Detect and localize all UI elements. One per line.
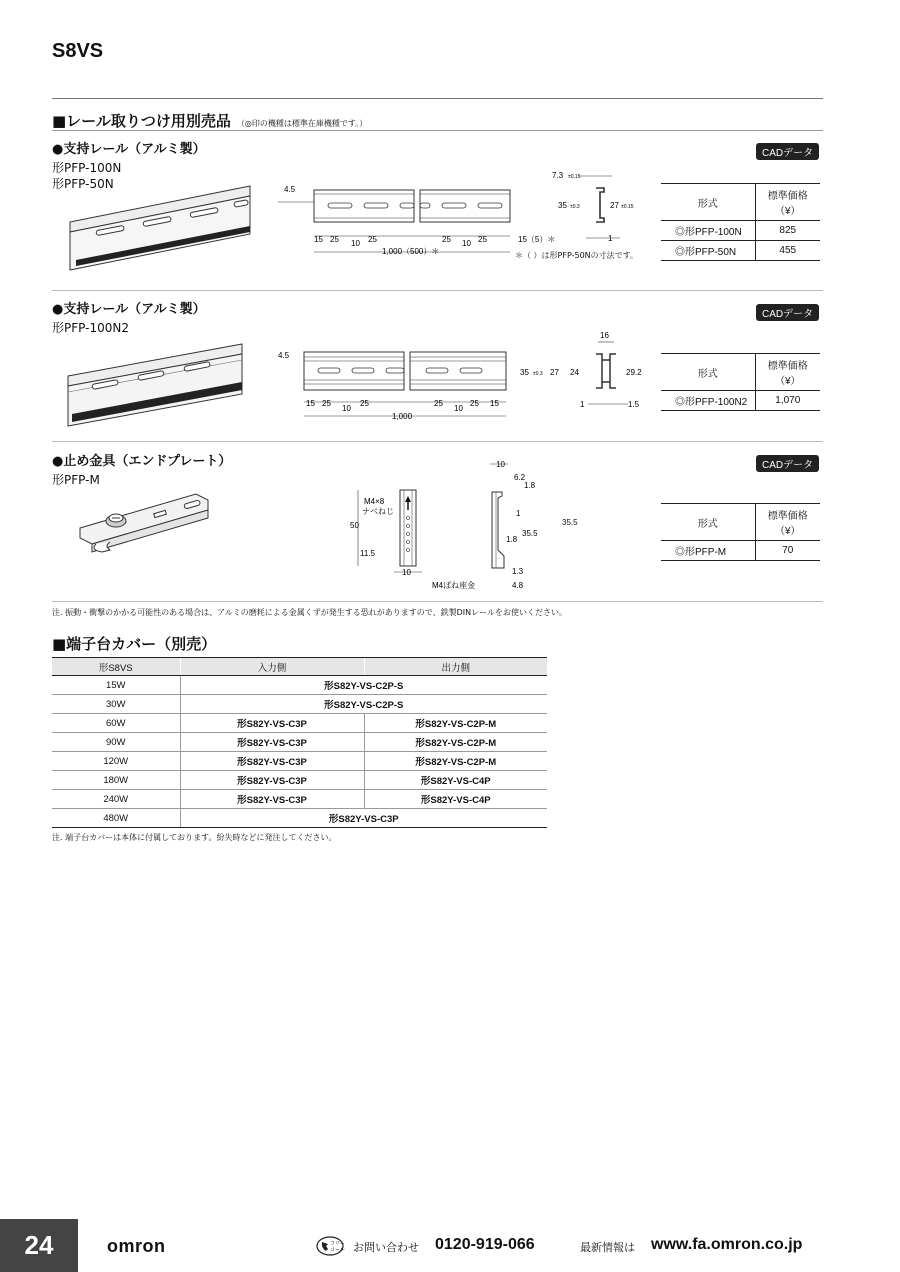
table-row: ◎形PFP-100N2 1,070 xyxy=(661,391,820,411)
svg-text:16: 16 xyxy=(600,331,609,340)
table-row: 30W 形S82Y-VS-C2P-S xyxy=(52,695,547,714)
svg-text:10: 10 xyxy=(454,404,463,413)
svg-text:1.8: 1.8 xyxy=(524,481,536,490)
end-plate-dimension-drawing xyxy=(346,456,536,596)
svg-text:1: 1 xyxy=(580,400,585,409)
item2-model-1: 形PFP-100N2 xyxy=(52,321,129,335)
omron-logo: omron xyxy=(107,1236,166,1256)
rail-dimension-drawing xyxy=(278,180,556,262)
table-row: 15W 形S82Y-VS-C2P-S xyxy=(52,676,547,695)
table-row: 240W 形S82Y-VS-C3P 形S82Y-VS-C4P xyxy=(52,790,547,809)
table-row: ◎形PFP-50N 455 xyxy=(661,241,820,261)
svg-text:10: 10 xyxy=(402,568,411,577)
svg-text:15: 15 xyxy=(314,235,323,244)
svg-text:6.2: 6.2 xyxy=(514,473,526,482)
phone-number[interactable]: 0120-919-066 xyxy=(435,1236,535,1253)
svg-text:25: 25 xyxy=(360,399,369,408)
cover-note: 注. 端子台カバーは本体に付属しております。紛失時などに発注してください。 xyxy=(52,833,337,842)
dim-35-5-outer: 35.5 xyxy=(562,518,578,527)
item2-price-table: 形式 標準価格（¥） ◎形PFP-100N2 1,070 xyxy=(661,353,820,411)
contact-label: お問い合わせ xyxy=(353,1241,419,1254)
svg-text:ナベねじ: ナベねじ xyxy=(362,507,394,516)
svg-text:±0.3: ±0.3 xyxy=(533,371,543,377)
svg-text:10: 10 xyxy=(462,239,471,248)
item1-title: ●支持レール（アルミ製） xyxy=(52,142,206,157)
svg-text:1.8: 1.8 xyxy=(506,535,518,544)
item2-title: ●支持レール（アルミ製） xyxy=(52,302,206,317)
svg-text:4.8: 4.8 xyxy=(512,581,524,590)
dim-4-5: 4.5 xyxy=(284,185,296,194)
svg-text:27: 27 xyxy=(610,201,619,210)
rail-section-title: ■レール取りつけ用別売品 （◎印の機種は標準在庫機種です。） xyxy=(52,112,368,130)
svg-text:25: 25 xyxy=(478,235,487,244)
item1-price-table: 形式 標準価格（¥） ◎形PFP-100N 825 ◎形PFP-50N 455 xyxy=(661,183,820,261)
svg-text:25: 25 xyxy=(434,399,443,408)
svg-text:50: 50 xyxy=(350,521,359,530)
svg-text:1: 1 xyxy=(608,234,613,243)
cad-data-button[interactable]: CADデータ xyxy=(756,304,819,321)
table-row: ◎形PFP-100N 825 xyxy=(661,221,820,241)
rail-profile-drawing xyxy=(518,328,653,413)
svg-text:±0.3: ±0.3 xyxy=(570,204,580,210)
svg-text:15（5）＊: 15（5）＊ xyxy=(518,235,556,244)
svg-text:1: 1 xyxy=(516,509,521,518)
svg-text:35: 35 xyxy=(558,201,567,210)
svg-text:35.5: 35.5 xyxy=(522,529,538,538)
model-code: S8VS xyxy=(52,40,104,62)
svg-text:10: 10 xyxy=(496,460,505,469)
svg-text:35: 35 xyxy=(520,368,529,377)
svg-text:24: 24 xyxy=(570,368,579,377)
svg-text:フリー: フリー xyxy=(330,1241,345,1247)
svg-text:10: 10 xyxy=(351,239,360,248)
svg-text:25: 25 xyxy=(330,235,339,244)
item3-title: ●止め金具（エンドプレート） xyxy=(52,454,232,469)
svg-text:11.5: 11.5 xyxy=(360,549,375,558)
svg-text:1,000（500）＊: 1,000（500）＊ xyxy=(382,247,440,256)
svg-text:1.5: 1.5 xyxy=(628,400,640,409)
svg-text:25: 25 xyxy=(322,399,331,408)
item3-price-table: 形式 標準価格（¥） ◎形PFP-M 70 xyxy=(661,503,820,561)
cover-section-title: ■端子台カバー（別売） xyxy=(52,635,217,653)
table-row: 90W 形S82Y-VS-C3P 形S82Y-VS-C2P-M xyxy=(52,733,547,752)
table-row: 180W 形S82Y-VS-C3P 形S82Y-VS-C4P xyxy=(52,771,547,790)
rail-illustration xyxy=(66,342,246,422)
svg-text:15: 15 xyxy=(306,399,315,408)
info-label: 最新情報は xyxy=(580,1241,635,1254)
svg-text:7.3: 7.3 xyxy=(552,171,564,180)
svg-text:コール: コール xyxy=(330,1247,345,1253)
cad-data-button[interactable]: CADデータ xyxy=(756,143,819,160)
item1-footnote: ＊（ ）は形PFP-50Nの寸法です。 xyxy=(515,251,639,260)
table-row: 60W 形S82Y-VS-C3P 形S82Y-VS-C2P-M xyxy=(52,714,547,733)
svg-text:±0.15: ±0.15 xyxy=(568,174,581,180)
rail-illustration xyxy=(68,184,258,266)
svg-text:1,000: 1,000 xyxy=(392,412,413,421)
table-row: 120W 形S82Y-VS-C3P 形S82Y-VS-C2P-M xyxy=(52,752,547,771)
item1-model-2: 形PFP-50N xyxy=(52,177,114,191)
svg-text:25: 25 xyxy=(442,235,451,244)
rail-caution-note: 注. 振動・衝撃のかかる可能性のある場合は、アルミの磨耗による金属くずが発生する恐れがありますので、鉄製DINレールをお使いください。 xyxy=(52,608,567,617)
cad-data-button[interactable]: CADデータ xyxy=(756,455,819,472)
svg-text:M4ばね座金: M4ばね座金 xyxy=(432,581,476,590)
svg-text:29.2: 29.2 xyxy=(626,368,642,377)
svg-text:4.5: 4.5 xyxy=(278,351,290,360)
svg-text:25: 25 xyxy=(368,235,377,244)
svg-text:1.3: 1.3 xyxy=(512,567,524,576)
table-row: 480W 形S82Y-VS-C3P xyxy=(52,809,547,828)
table-row: ◎形PFP-M 70 xyxy=(661,541,820,561)
svg-text:15: 15 xyxy=(490,399,499,408)
svg-text:M4×8: M4×8 xyxy=(364,497,385,506)
svg-text:10: 10 xyxy=(342,404,351,413)
rail-dimension-drawing xyxy=(276,340,516,422)
svg-text:27: 27 xyxy=(550,368,559,377)
end-plate-illustration xyxy=(76,488,216,554)
svg-text:±0.15: ±0.15 xyxy=(621,204,634,210)
item1-model-1: 形PFP-100N xyxy=(52,161,122,175)
svg-text:25: 25 xyxy=(470,399,479,408)
cover-table: 形S8VS 入力側 出力側 15W 形S82Y-VS-C2P-S 30W 形S82Y-VS-C2P-S 60W 形S82Y-VS-C3P 形S82Y-VS-C2P-M 90W 形S82Y-VS-C3P 形S82Y-VS-C2P-M 120W 形S82Y-VS-C3P 形S82Y-VS-C2P-M 180W 形S82Y-VS-C3P 形S82Y-VS-C4P 240W 形S82Y-VS-C3P 形S82Y-VS-C4P 480W 形S82Y-VS-C3P xyxy=(52,657,547,828)
page-number: 24 xyxy=(0,1219,78,1272)
website-link[interactable]: www.fa.omron.co.jp xyxy=(651,1236,803,1253)
item3-model-1: 形PFP-M xyxy=(52,473,100,487)
phone-icon xyxy=(316,1236,344,1256)
header-divider xyxy=(52,98,823,99)
